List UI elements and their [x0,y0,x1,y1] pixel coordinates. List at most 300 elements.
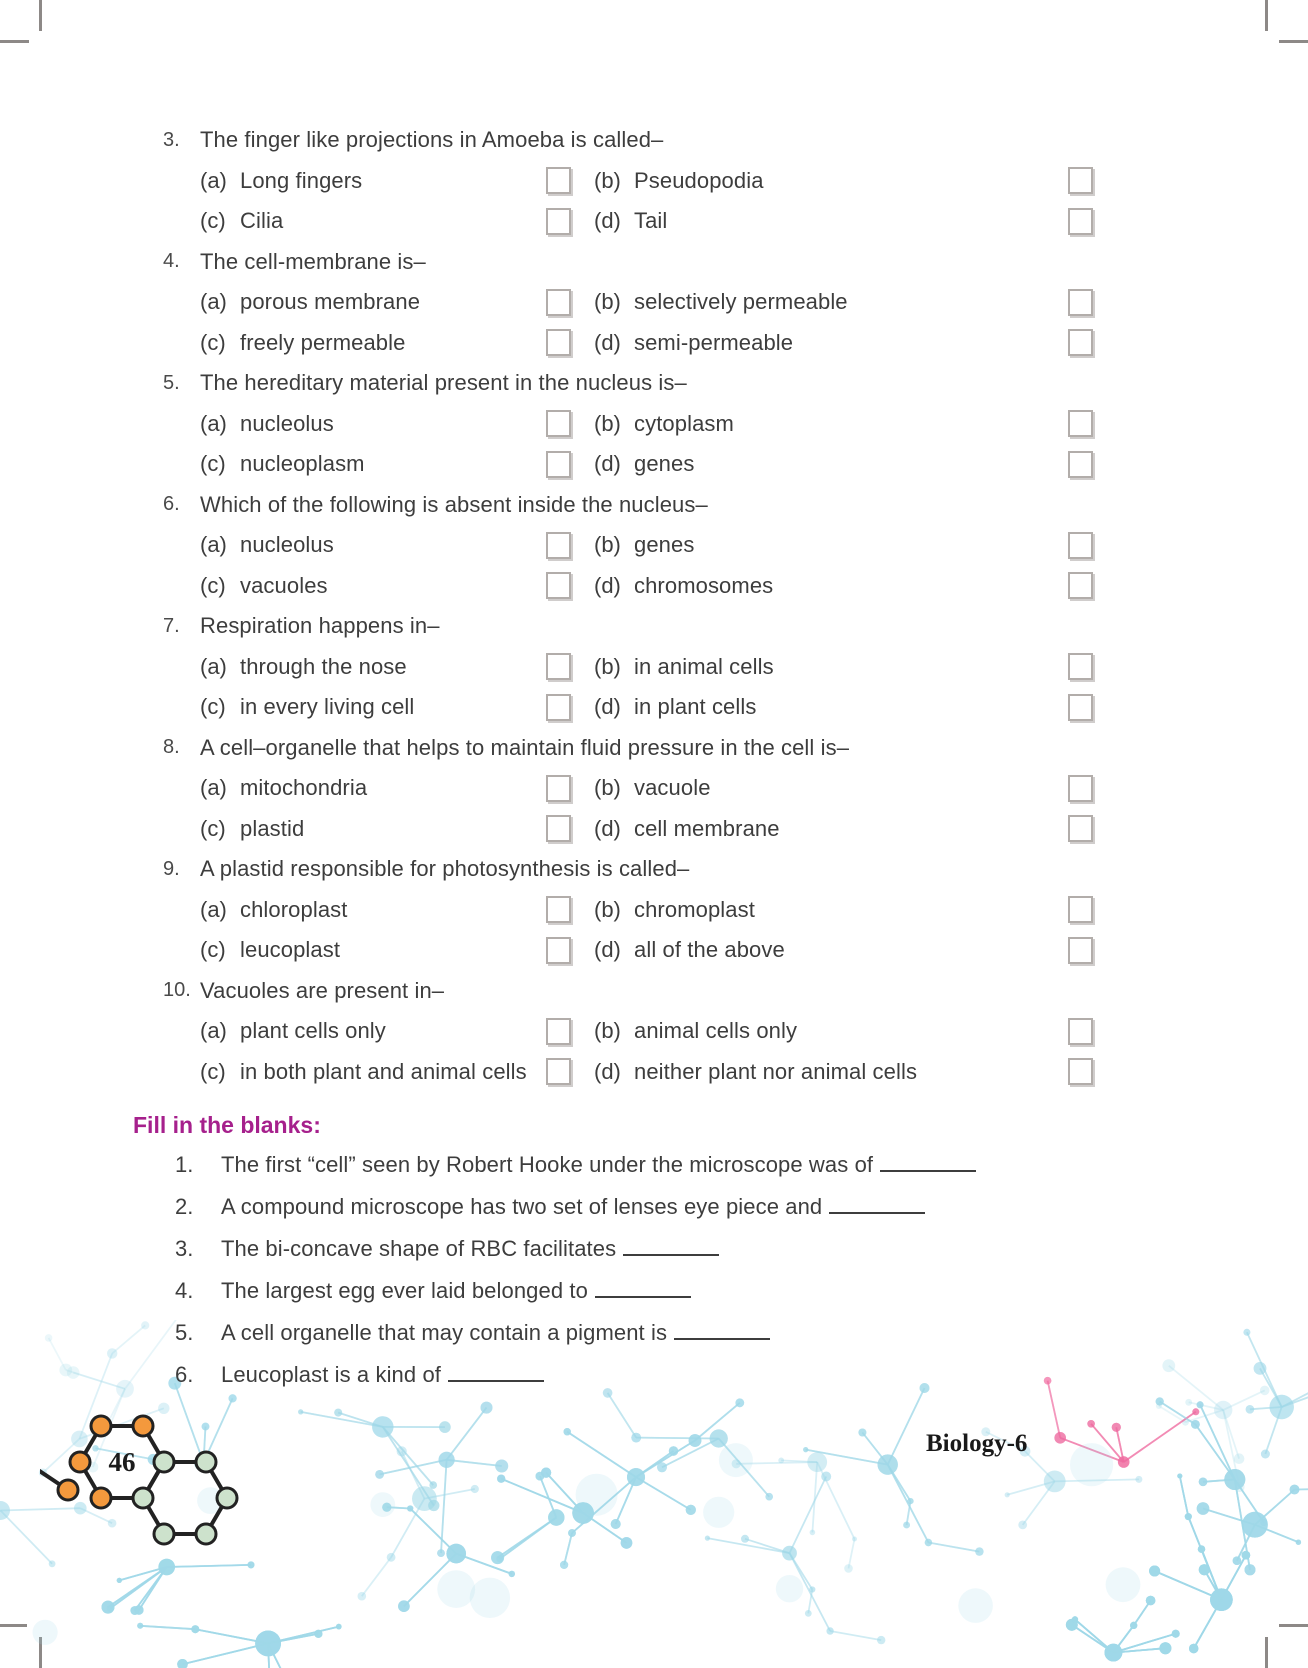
molecule-dot [689,1434,702,1447]
molecule-bond [862,1433,887,1465]
molecule-bond [608,1393,637,1438]
molecule-bond [567,1432,636,1477]
molecule-bond [1265,1407,1281,1454]
molecule-dot [446,1544,466,1564]
molecule-node [196,1524,216,1544]
answer-checkbox[interactable] [1068,208,1093,235]
fill-item-text [221,1152,976,1178]
molecule-node [133,1416,153,1436]
molecule-bond [268,1627,339,1644]
molecule-dot [1233,1556,1242,1565]
molecule-bond [928,1543,979,1552]
molecule-dot [621,1537,633,1549]
question-block [0,606,1308,728]
option-letter: (b) [594,532,621,558]
crop-mark [1265,0,1268,31]
molecule-dot [1018,1521,1027,1530]
molecule-dot [1172,1630,1180,1638]
molecule-dot [437,1570,475,1608]
molecule-dot [657,1462,667,1472]
molecule-bond [1237,1525,1255,1561]
molecule-bond [1113,1634,1175,1653]
option-letter: (a) [200,896,227,922]
molecule-dot [509,1571,515,1577]
question-number: 8. [163,736,180,759]
molecule-bond [806,1450,888,1465]
molecule-dot [496,1556,503,1563]
mcq-section [0,120,1308,1092]
options-grid [200,890,1308,971]
molecule-dot [627,1468,645,1486]
question-text: The hereditary material present in the nucleus is– [200,370,687,396]
molecule-dot [429,1481,437,1489]
molecule-bond [195,1629,268,1643]
answer-checkbox[interactable] [546,329,571,356]
molecule-dot [1172,1630,1180,1638]
answer-checkbox[interactable] [1068,1058,1093,1085]
molecule-dot [1242,1551,1251,1560]
molecule-dot [958,1588,993,1623]
molecule-dot [1156,1397,1164,1405]
molecule-dot [439,1452,455,1468]
option-letter: (a) [200,167,227,193]
molecule-dot [398,1600,410,1612]
molecule-dot [1270,1395,1294,1419]
answer-checkbox[interactable] [1068,451,1093,478]
molecule-dot [1044,1471,1066,1493]
molecule-dot [1197,1502,1210,1515]
molecule-dot [1054,1432,1066,1444]
molecule-bond [301,1412,383,1427]
molecule-dot [858,1429,866,1437]
answer-checkbox[interactable] [1068,289,1093,316]
molecule-dot [1156,1397,1164,1405]
molecule-bond [447,1460,502,1466]
fill-item-sentence: A cell organelle that may contain a pigment is [221,1320,668,1345]
fill-blanks-section [0,1106,1308,1396]
question-number: 10. [163,979,191,1002]
molecule-bond [410,1509,456,1554]
answer-checkbox[interactable] [1068,815,1093,842]
molecule-bond [1295,1489,1308,1490]
molecule-dot [158,1559,175,1576]
molecule-bond [781,1460,817,1462]
answer-checkbox[interactable] [1068,572,1093,599]
molecule-bond [424,1489,474,1499]
answer-checkbox[interactable] [546,653,571,680]
option-text: Long fingers [240,167,363,193]
molecule-bond [1091,1424,1124,1462]
options-grid [200,647,1308,728]
molecule-dot [878,1454,898,1474]
option-letter: (c) [200,329,226,355]
molecule-bond [1188,1517,1221,1600]
options-grid [200,768,1308,849]
molecule-dot [428,1500,439,1511]
molecule-dot [255,1631,281,1657]
molecule-bond [719,1439,770,1497]
molecule-bond [167,1565,251,1567]
blank-line[interactable] [880,1154,976,1172]
molecule-bond [1200,1405,1235,1480]
fill-blank-item [0,1144,1308,1186]
molecule-dot [1159,1642,1171,1654]
molecule-bond [636,1451,674,1477]
molecule-bond [1155,1571,1222,1600]
molecule-node [217,1488,237,1508]
answer-checkbox[interactable] [1068,896,1093,923]
molecule-bond [636,1438,719,1439]
fill-blanks-list [0,1144,1308,1396]
molecule-bond [1113,1634,1175,1653]
molecule-dot [1260,1519,1267,1526]
molecule-dot [1296,1540,1301,1545]
molecule-bond [301,1412,383,1427]
molecule-bond [1295,1489,1308,1490]
molecule-bond [1203,1509,1255,1525]
molecule-bond [1202,1549,1222,1600]
option-text: genes [634,451,695,477]
blank-line[interactable] [595,1280,691,1298]
molecule-dot [1149,1566,1160,1577]
molecule-dot [491,1551,504,1564]
molecule-dot [117,1578,122,1583]
molecule-dot [191,1625,199,1633]
molecule-dot [1149,1566,1160,1577]
molecule-bond [1203,1480,1235,1482]
molecule-bond [540,1476,556,1517]
option-text: animal cells only [634,1018,798,1044]
molecule-node [91,1488,111,1508]
molecule-bond [1180,1476,1189,1517]
molecule-bond [790,1477,827,1554]
question-block [0,849,1308,971]
option-row [594,282,1096,323]
molecule-dot [807,1452,827,1472]
molecule-dot [336,1624,342,1630]
option-text: plastid [240,815,305,841]
molecule-dot [1189,1644,1198,1653]
molecule-dot [446,1544,466,1564]
answer-checkbox[interactable] [546,289,571,316]
molecule-bond [108,1567,167,1607]
molecule-dot [0,1501,10,1520]
molecule-bond [140,1626,195,1629]
molecule-dot [1105,1644,1123,1662]
answer-checkbox[interactable] [546,815,571,842]
molecule-bond [583,1513,626,1543]
molecule-dot [439,1452,455,1468]
molecule-bond [636,1451,674,1477]
molecule-bond [119,1567,166,1580]
molecule-bond [1060,1438,1124,1462]
molecule-bond [1200,1405,1235,1480]
fill-item-number: 6. [175,1362,194,1387]
blank-line[interactable] [448,1364,544,1382]
molecule-dot [803,1447,808,1452]
molecule-dot [878,1454,898,1474]
molecule-bond [564,1533,572,1565]
molecule-dot [703,1497,734,1528]
molecule-dot [375,1470,384,1479]
blank-line[interactable] [829,1196,925,1214]
molecule-dot [387,1553,396,1562]
molecule-dot [407,1505,413,1511]
molecule-bond [441,1460,447,1553]
option-text: chromoplast [634,896,755,922]
molecule-dot [1118,1456,1130,1468]
option-text: cytoplasm [634,410,734,436]
molecule-dot [158,1559,175,1576]
option-row [200,404,574,445]
molecule-bond [564,1533,572,1565]
molecule-dot [336,1624,342,1630]
molecule-bond [139,1567,167,1610]
molecule-bond [387,1507,410,1508]
molecule-dot [1070,1443,1113,1486]
option-row [200,890,574,931]
molecule-bond [695,1403,740,1441]
molecule-bond [862,1433,887,1465]
molecule-bond [1113,1648,1165,1652]
molecule-dot [1177,1474,1182,1479]
molecule-bond [546,1473,583,1513]
molecule-bond [1250,1407,1282,1409]
molecule-bond [119,1567,166,1580]
molecule-bond [500,1518,557,1559]
molecule-dot [334,1409,342,1417]
molecule-bond [110,1567,167,1608]
molecule-dot [1245,1564,1256,1575]
answer-checkbox[interactable] [546,451,571,478]
molecule-dot [1072,1616,1078,1622]
answer-checkbox[interactable] [1068,694,1093,721]
molecule-dot [710,1429,728,1447]
molecule-bond [616,1477,636,1524]
molecule-dot [710,1429,728,1447]
answer-checkbox[interactable] [1068,167,1093,194]
molecule-dot [1130,1622,1137,1629]
molecule-dot [1146,1596,1156,1606]
molecule-dot [497,1475,505,1483]
fill-item-number: 5. [175,1320,194,1345]
molecule-dot [621,1537,633,1549]
answer-checkbox[interactable] [1068,532,1093,559]
option-letter: (b) [594,896,621,922]
molecule-dot [1270,1395,1294,1419]
option-letter: (a) [200,653,227,679]
molecule-bond [447,1460,502,1466]
answer-checkbox[interactable] [546,775,571,802]
molecule-dot [1054,1432,1066,1444]
molecule-dot [397,1446,407,1456]
option-text: leucoplast [240,937,341,963]
molecule-dot [735,1398,744,1407]
molecule-dot [429,1481,437,1489]
molecule-dot [1182,1419,1189,1426]
molecule-dot [1199,1478,1208,1487]
crop-mark [39,0,42,31]
molecule-bond [1194,1600,1222,1649]
option-letter: (b) [594,289,621,315]
molecule-bond [500,1518,557,1559]
molecule-dot [137,1623,143,1629]
molecule-dot [382,1503,391,1512]
answer-checkbox[interactable] [546,1018,571,1045]
molecule-dot [903,1522,910,1529]
fill-item-sentence: A compound microscope has two set of lenses eye piece and [221,1194,823,1219]
molecule-dot [1245,1564,1256,1575]
molecule-dot [1159,1642,1171,1654]
molecule-bond [636,1441,695,1478]
molecule-bond [1007,1481,1054,1494]
molecule-bond [441,1460,447,1553]
fill-item-text [221,1236,719,1262]
hexagon-outline [143,1462,227,1534]
molecule-bond [695,1403,740,1441]
answer-checkbox[interactable] [1068,937,1093,964]
molecule-dot [810,1530,816,1536]
molecule-dot [1197,1401,1204,1408]
option-letter: (a) [200,532,227,558]
answer-checkbox[interactable] [546,896,571,923]
molecule-bond [456,1554,512,1574]
option-text: in animal cells [634,653,774,679]
question-line [0,120,1308,161]
molecule-bond [790,1553,831,1631]
molecule-dot [1290,1485,1300,1495]
molecule-dot [611,1519,621,1529]
answer-checkbox[interactable] [546,937,571,964]
molecule-bond [636,1477,691,1510]
option-row [594,930,1096,971]
molecule-dot [1199,1478,1208,1487]
molecule-dot [925,1539,932,1546]
molecule-dot [1149,1566,1160,1577]
molecule-bond [1235,1480,1264,1523]
molecule-bond [1188,1517,1221,1600]
molecule-dot [719,1443,753,1477]
answer-checkbox[interactable] [546,410,571,437]
molecule-dot [541,1468,551,1478]
molecule-dot [1105,1644,1123,1662]
molecule-bond [1235,1480,1250,1570]
option-row [200,687,574,728]
molecule-dot [627,1468,645,1486]
molecule-dot [1197,1502,1210,1515]
molecule-dot [1210,1588,1233,1611]
fill-item-text [221,1320,770,1346]
option-text: plant cells only [240,1018,386,1044]
molecule-bond [907,1501,911,1525]
molecule-bond [183,1643,269,1664]
option-row [594,687,1096,728]
molecule-bond [1134,1601,1151,1626]
fill-item-sentence: Leucoplast is a kind of [221,1362,441,1387]
fill-item-number: 1. [175,1152,194,1177]
answer-checkbox[interactable] [1068,329,1093,356]
molecule-dot [1192,1408,1199,1415]
molecule-bond [1113,1648,1165,1652]
molecule-dot [705,1536,710,1541]
molecule-bond [719,1439,770,1497]
molecule-dot [1198,1545,1205,1552]
molecule-dot [1066,1619,1078,1631]
question-number: 4. [163,250,180,273]
molecule-dot [1261,1450,1270,1459]
answer-checkbox[interactable] [546,167,571,194]
molecule-dot [686,1505,696,1515]
blank-line[interactable] [623,1238,719,1256]
answer-checkbox[interactable] [546,694,571,721]
molecule-dot [398,1600,410,1612]
molecule-dot [102,1601,115,1614]
molecule-dot [1112,1423,1121,1432]
molecule-dot [372,1416,393,1437]
option-letter: (a) [200,775,227,801]
molecule-bond [1113,1648,1165,1652]
answer-checkbox[interactable] [1068,775,1093,802]
molecule-bond [608,1393,637,1438]
question-text: A plastid responsible for photosynthesis is called– [200,856,690,882]
page-number: 46 [108,1447,136,1477]
molecule-bond [268,1634,318,1644]
molecule-dot [741,1535,749,1543]
molecule-bond [808,1590,812,1614]
answer-checkbox[interactable] [546,1058,571,1085]
molecule-dot [177,1659,188,1668]
option-row [594,444,1096,485]
molecule-bond [167,1565,251,1567]
molecule-dot [1185,1399,1192,1406]
blank-line[interactable] [674,1322,770,1340]
molecule-dot [686,1505,696,1515]
molecule-bond [1091,1424,1124,1462]
option-text: mitochondria [240,775,368,801]
answer-checkbox[interactable] [1068,410,1093,437]
molecule-dot [1192,1408,1199,1415]
molecule-dot [298,1409,303,1414]
molecule-bond [564,1533,572,1565]
answer-checkbox[interactable] [546,572,571,599]
answer-checkbox[interactable] [1068,653,1093,680]
molecule-dot [735,1398,744,1407]
molecule-bond [140,1626,195,1629]
molecule-bond [616,1477,636,1524]
molecule-bond [862,1433,887,1465]
option-row [594,1052,1096,1093]
molecule-dot [735,1398,744,1407]
molecule-dot [548,1509,564,1525]
molecule-dot [1246,1405,1255,1414]
molecule-dot [1242,1512,1268,1538]
answer-checkbox[interactable] [546,532,571,559]
answer-checkbox[interactable] [1068,1018,1093,1045]
molecule-bond [338,1413,383,1427]
molecule-dot [1185,1513,1192,1520]
molecule-bond [745,1539,790,1553]
molecule-dot [564,1428,571,1435]
fill-blank-item [0,1270,1308,1312]
molecule-bond [140,1626,195,1629]
molecule-dot [1072,1616,1078,1622]
molecule-bond [1072,1625,1114,1653]
answer-checkbox[interactable] [546,208,571,235]
molecule-bond [268,1634,318,1644]
molecule-bond [108,1567,167,1607]
molecule-bond [817,1462,854,1539]
molecule-dot [102,1601,115,1614]
